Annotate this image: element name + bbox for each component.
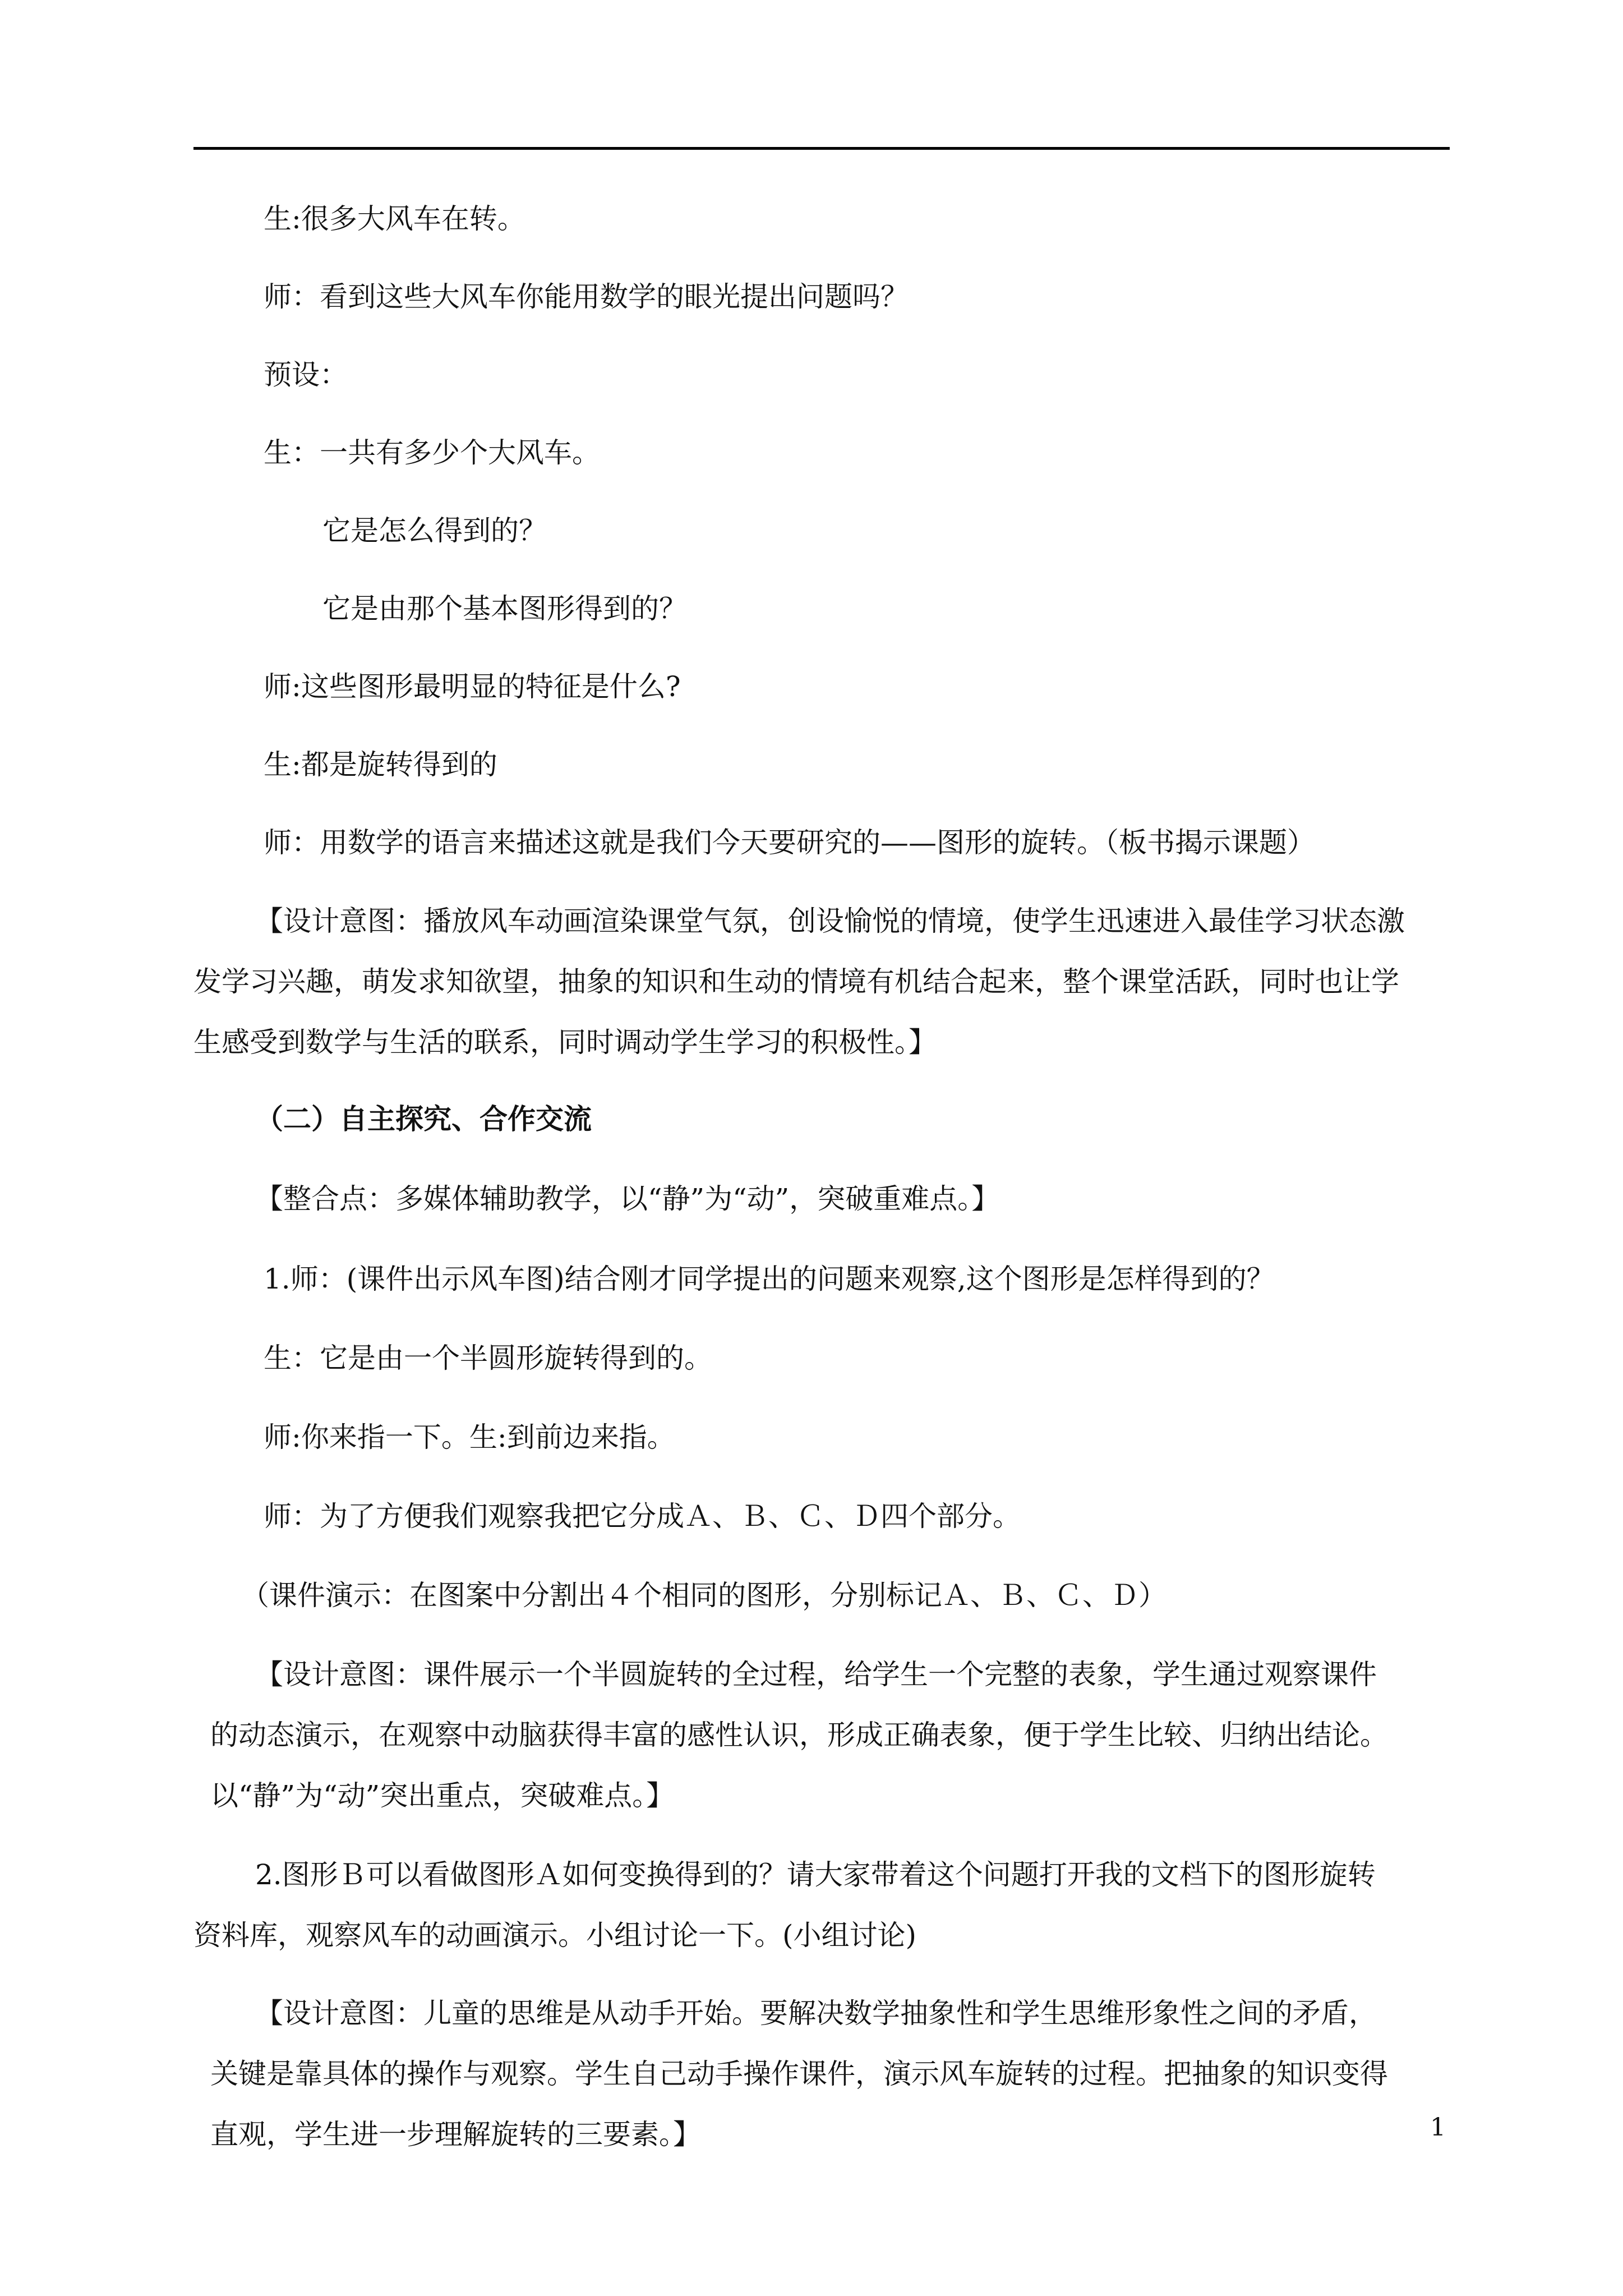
text-line: （课件演示：在图案中分割出４个相同的图形，分别标记Ａ、Ｂ、Ｃ、Ｄ） [241,1579,1166,1612]
text-line: 【整合点：多媒体辅助教学，以“静”为“动”，突破重难点。】 [255,1182,1000,1215]
section-heading: （二）自主探究、合作交流 [255,1102,592,1135]
text-line: 它是由那个基本图形得到的？ [322,592,687,625]
design-intent-line: 【设计意图：播放风车动画渲染课堂气氛，创设愉悦的情境，使学生迅速进入最佳学习状态激 [255,905,1405,937]
header-rule [193,147,1450,150]
text-line: 2.图形Ｂ可以看做图形Ａ如何变换得到的？请大家带着这个问题打开我的文档下的图形旋转 [255,1858,1376,1891]
text-line: 师：用数学的语言来描述这就是我们今天要研究的——图形的旋转。（板书揭示课题） [264,826,1315,859]
text-line: 资料库，观察风车的动画演示。小组讨论一下。(小组讨论) [193,1919,917,1952]
text-line: 生:很多大风车在转。 [264,203,525,235]
text-line: 师：看到这些大风车你能用数学的眼光提出问题吗？ [264,280,909,313]
design-intent-line: 生感受到数学与生活的联系，同时调动学生学习的积极性。】 [193,1026,937,1059]
text-line: 它是怎么得到的？ [322,514,547,547]
design-intent-line: 以“静”为“动”突出重点，突破难点。】 [210,1779,675,1812]
design-intent-line: 关键是靠具体的操作与观察。学生自己动手操作课件，演示风车旋转的过程。把抽象的知识变得 [210,2058,1388,2090]
design-intent-line: 的动态演示，在观察中动脑获得丰富的感性认识，形成正确表象，便于学生比较、归纳出结论。 [210,1719,1388,1751]
design-intent-line: 直观，学生进一步理解旋转的三要素。】 [210,2118,701,2151]
text-line: 预设： [264,358,348,391]
design-intent-line: 【设计意图：课件展示一个半圆旋转的全过程，给学生一个完整的表象，学生通过观察课件 [255,1658,1377,1691]
text-line: 师：为了方便我们观察我把它分成Ａ、Ｂ、Ｃ、Ｄ四个部分。 [264,1500,1021,1533]
design-intent-line: 【设计意图：儿童的思维是从动手开始。要解决数学抽象性和学生思维形象性之间的矛盾， [255,1997,1377,2030]
design-intent-line: 发学习兴趣，萌发求知欲望，抽象的知识和生动的情境有机结合起来，整个课堂活跃，同时也让学 [193,965,1399,998]
text-line: 1.师：(课件出示风车图)结合刚才同学提出的问题来观察,这个图形是怎样得到的？ [264,1263,1275,1295]
text-line: 师:你来指一下。生:到前边来指。 [264,1421,675,1453]
text-line: 生：一共有多少个大风车。 [264,436,600,469]
text-line: 生：它是由一个半圆形旋转得到的。 [264,1342,712,1374]
text-line: 师:这些图形最明显的特征是什么? [264,670,681,703]
text-line: 生:都是旋转得到的 [264,748,497,781]
page-number: 1 [1430,2113,1446,2142]
